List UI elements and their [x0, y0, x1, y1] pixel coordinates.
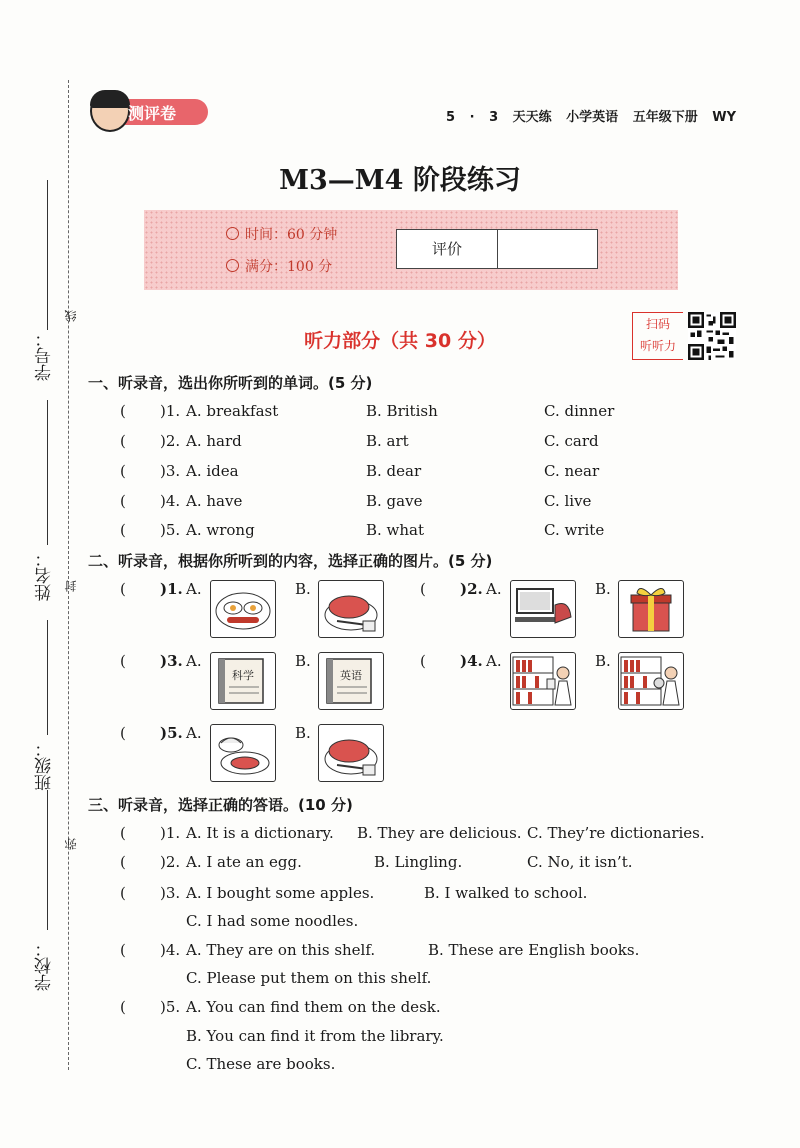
option-b[interactable]: B. what — [366, 521, 425, 539]
question-number: )1. — [160, 580, 183, 598]
page-title: M3—M4 阶段练习 — [279, 165, 521, 196]
answer-bracket[interactable]: ( — [120, 724, 126, 742]
option-c[interactable]: C. near — [544, 462, 600, 480]
answer-bracket[interactable]: ( — [120, 884, 126, 902]
option-a[interactable]: A. idea — [186, 462, 239, 480]
name-blank[interactable] — [47, 400, 48, 545]
class-blank[interactable] — [47, 620, 48, 735]
option-b[interactable]: B. I walked to school. — [424, 884, 588, 902]
info-box — [144, 210, 678, 290]
answer-bracket[interactable]: ( — [120, 402, 126, 420]
option-a-label: A. — [186, 580, 202, 598]
answer-bracket[interactable]: ( — [120, 521, 126, 539]
option-b[interactable]: B. These are English books. — [428, 941, 640, 959]
scan-top: 扫码 — [645, 317, 670, 331]
option-b-label: B. — [295, 580, 311, 598]
option-a-label: A. — [186, 724, 202, 742]
answer-bracket[interactable]: ( — [120, 492, 126, 510]
answer-bracket[interactable]: ( — [120, 432, 126, 450]
option-c[interactable]: C. live — [544, 492, 592, 510]
answer-bracket[interactable]: ( — [120, 853, 126, 871]
food-plate-fish-icon[interactable] — [318, 580, 384, 638]
section2-heading: 二、听录音，根据你所听到的内容，选择正确的图片。(5 分) — [88, 552, 493, 570]
answer-bracket[interactable]: ( — [120, 941, 126, 959]
option-a[interactable]: A. You can find them on the desk. — [186, 998, 441, 1016]
question-number: )2. — [160, 853, 181, 871]
student-id-label: 学号： — [35, 330, 55, 381]
option-c[interactable]: C. Please put them on this shelf. — [186, 969, 432, 987]
school-blank[interactable] — [47, 790, 48, 930]
option-b-label: B. — [595, 652, 611, 670]
seal-line-char: 线 — [64, 310, 78, 322]
badge-text: 测评卷 — [128, 104, 177, 123]
question-number: )2. — [160, 432, 181, 450]
option-c[interactable]: C. write — [544, 521, 605, 539]
food-plate-fish-icon[interactable] — [318, 724, 384, 782]
answer-bracket[interactable]: ( — [420, 652, 426, 670]
option-b[interactable]: B. They are delicious. — [357, 824, 522, 842]
binding-dashed-line — [68, 80, 69, 1070]
question-number: )1. — [160, 824, 181, 842]
food-plate-sausage-egg-icon[interactable] — [210, 580, 276, 638]
answer-bracket[interactable]: ( — [420, 580, 426, 598]
question-number: )5. — [160, 724, 183, 742]
option-b[interactable]: B. gave — [366, 492, 423, 510]
question-number: )2. — [460, 580, 483, 598]
option-a-label: A. — [186, 652, 202, 670]
option-c[interactable]: C. card — [544, 432, 599, 450]
evaluation-label: 评价 — [397, 230, 498, 268]
option-a[interactable]: A. I bought some apples. — [186, 884, 375, 902]
class-label: 班级： — [35, 740, 55, 791]
answer-bracket[interactable]: ( — [120, 652, 126, 670]
option-b[interactable]: B. art — [366, 432, 409, 450]
question-number: )1. — [160, 402, 181, 420]
name-label: 姓名： — [35, 550, 55, 601]
question-number: )4. — [160, 941, 181, 959]
option-b-label: B. — [595, 580, 611, 598]
question-number: )4. — [160, 492, 181, 510]
evaluation-box — [396, 229, 598, 269]
option-b-label: B. — [295, 652, 311, 670]
series-info: 5 · 3 天天练 小学英语 五年级下册 WY — [446, 110, 736, 125]
answer-bracket[interactable]: ( — [120, 998, 126, 1016]
english-book-icon[interactable] — [318, 652, 384, 710]
cartoon-hair-icon — [90, 90, 130, 108]
option-a[interactable]: A. hard — [186, 432, 242, 450]
time-line — [226, 224, 337, 244]
gift-box-icon[interactable] — [618, 580, 684, 638]
rice-bowl-plate-icon[interactable] — [210, 724, 276, 782]
option-a[interactable]: A. I ate an egg. — [186, 853, 302, 871]
svg-text:英语: 英语 — [340, 669, 362, 682]
school-label: 学校： — [35, 940, 55, 991]
scan-bottom: 听听力 — [639, 339, 676, 353]
question-number: )3. — [160, 884, 181, 902]
option-a-label: A. — [486, 652, 502, 670]
section1-heading: 一、听录音，选出你所听到的单词。(5 分) — [88, 374, 373, 392]
option-a[interactable]: A. breakfast — [186, 402, 279, 420]
bookshelf-girl-icon[interactable] — [510, 652, 576, 710]
listening-section-title: 听力部分（共 30 分） — [304, 330, 496, 352]
option-c[interactable]: C. No, it isn’t. — [527, 853, 633, 871]
scan-hint — [632, 312, 683, 360]
option-b-label: B. — [295, 724, 311, 742]
check-icon — [226, 259, 239, 272]
option-a[interactable]: A. wrong — [186, 521, 255, 539]
option-c[interactable]: C. dinner — [544, 402, 615, 420]
bookshelf-girl-disc-icon[interactable] — [618, 652, 684, 710]
svg-text:科学: 科学 — [232, 669, 254, 682]
computer-desk-icon[interactable] — [510, 580, 576, 638]
clock-icon — [226, 227, 239, 240]
answer-bracket[interactable]: ( — [120, 580, 126, 598]
question-number: )3. — [160, 652, 183, 670]
option-c[interactable]: C. These are books. — [186, 1055, 336, 1073]
score-text: 满分：100 分 — [245, 259, 333, 275]
question-number: )5. — [160, 521, 181, 539]
option-c[interactable]: C. They’re dictionaries. — [527, 824, 705, 842]
option-b[interactable]: B. dear — [366, 462, 422, 480]
student-id-blank[interactable] — [47, 180, 48, 330]
seal-char: 封 — [64, 580, 78, 592]
time-text: 时间：60 分钟 — [245, 227, 338, 243]
option-c[interactable]: C. I had some noodles. — [186, 912, 359, 930]
question-number: )4. — [460, 652, 483, 670]
answer-bracket[interactable]: ( — [120, 462, 126, 480]
option-b[interactable]: B. You can find it from the library. — [186, 1027, 444, 1045]
option-a[interactable]: A. They are on this shelf. — [186, 941, 376, 959]
option-a[interactable]: A. It is a dictionary. — [186, 824, 334, 842]
science-book-icon[interactable] — [210, 652, 276, 710]
mi-char: 弥 — [64, 838, 78, 850]
answer-bracket[interactable]: ( — [120, 824, 126, 842]
option-b[interactable]: B. Lingling. — [374, 853, 463, 871]
option-a[interactable]: A. have — [186, 492, 243, 510]
score-line — [226, 256, 332, 276]
option-b[interactable]: B. British — [366, 402, 438, 420]
option-a-label: A. — [486, 580, 502, 598]
question-number: )3. — [160, 462, 181, 480]
question-number: )5. — [160, 998, 181, 1016]
section3-heading: 三、听录音，选择正确的答语。(10 分) — [88, 796, 353, 814]
test-badge — [88, 90, 210, 130]
qr-code-icon[interactable] — [688, 312, 736, 360]
